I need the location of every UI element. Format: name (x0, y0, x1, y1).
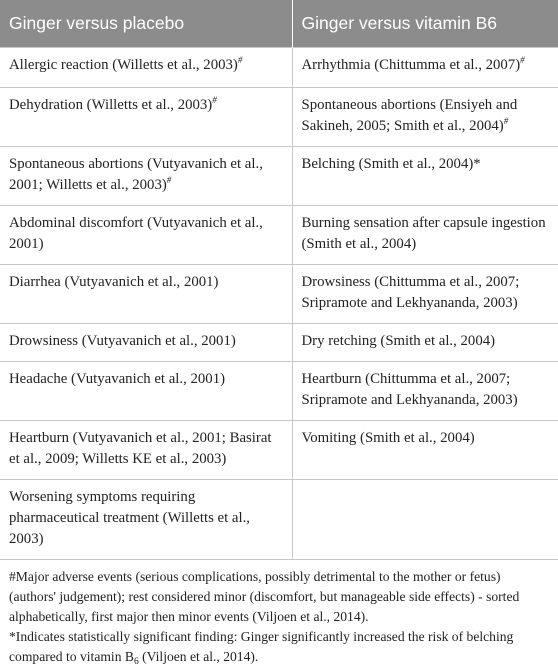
cell-text: Heartburn (Chittumma et al., 2007; Sripramote and Lekhyananda, 2003) (301, 371, 518, 408)
table-header (0, 0, 558, 48)
table-cell (0, 206, 292, 265)
table-cell (0, 265, 292, 324)
cell-text: Dry retching (Smith et al., 2004) (301, 333, 496, 349)
table-row (0, 206, 558, 265)
cell-text: Abdominal discomfort (Vutyavanich et al., 2001) (9, 215, 263, 252)
cell-text: Belching (Smith et al., 2004)* (301, 156, 481, 172)
cell-text: Drowsiness (Chittumma et al., 2007; Sripramote and Lekhyananda, 2003) (301, 274, 520, 311)
footnote-text: *Indicates statistically significant finding: Ginger significantly increased the risk of belching compared to vitamin B (9, 629, 514, 664)
table-footnotes (0, 560, 558, 667)
table-cell (0, 88, 292, 147)
major-event-mark: # (212, 95, 217, 105)
table-row (0, 48, 558, 88)
cell-text: Spontaneous abortions (Vutyavanich et al., 2001; Willetts et al., 2003) (9, 156, 263, 193)
table-cell (292, 88, 558, 147)
table-row (0, 88, 558, 147)
cell-text: Dehydration (Willetts et al., 2003) (9, 97, 213, 113)
footnote-major-events: #Major adverse events (serious complications, possibly detrimental to the mother or fetus) (authors' judgement); rest considered minor (discomfort, but manageable side effects) - sorted alphabetically, first major then minor events (Viljoen et al., 2014). (9, 569, 520, 624)
footnote-text-end: (Viljoen et al., 2014). (138, 649, 259, 664)
table-cell (0, 421, 292, 480)
cell-text: Diarrhea (Vutyavanich et al., 2001) (9, 274, 219, 290)
table-cell (292, 265, 558, 324)
cell-text: Burning sensation after capsule ingestion (Smith et al., 2004) (301, 215, 546, 252)
major-event-mark: # (503, 116, 509, 126)
table-cell (292, 362, 558, 421)
table-cell (0, 480, 292, 560)
table-cell (292, 147, 558, 206)
header-ginger-vs-vitamin-b6: Ginger versus vitamin B6 (292, 0, 558, 48)
cell-text: Drowsiness (Vutyavanich et al., 2001) (9, 333, 236, 349)
table-cell (292, 421, 558, 480)
table-cell (0, 147, 292, 206)
footnote-subscript: 6 (133, 657, 139, 667)
cell-text: Spontaneous abortions (Ensiyeh and Sakineh, 2005; Smith et al., 2004) (301, 97, 518, 134)
cell-text: Allergic reaction (Willetts et al., 2003) (9, 57, 238, 73)
table-cell (0, 324, 292, 362)
table-row (0, 421, 558, 480)
cell-text: Vomiting (Smith et al., 2004) (301, 430, 475, 446)
table-row (0, 324, 558, 362)
footnote-significance (9, 627, 549, 667)
table-cell (0, 48, 292, 88)
table-row (0, 147, 558, 206)
cell-text: Worsening symptoms requiring pharmaceutical treatment (Willetts et al., 2003) (9, 489, 250, 547)
cell-text: Headache (Vutyavanich et al., 2001) (9, 371, 226, 387)
table-body (0, 48, 558, 560)
table-cell (292, 480, 558, 560)
major-event-mark: # (520, 55, 525, 65)
major-event-mark: # (166, 175, 172, 185)
header-ginger-vs-placebo: Ginger versus placebo (0, 0, 292, 48)
cell-text: Heartburn (Vutyavanich et al., 2001; Basirat et al., 2009; Willetts KE et al., 2003) (9, 430, 272, 467)
table-row (0, 480, 558, 560)
table-cell (292, 48, 558, 88)
table-cell (292, 324, 558, 362)
cell-text: Arrhythmia (Chittumma et al., 2007) (301, 57, 521, 73)
table-row (0, 265, 558, 324)
table-cell (0, 362, 292, 421)
major-event-mark: # (237, 55, 243, 65)
table-cell (292, 206, 558, 265)
table-row (0, 362, 558, 421)
